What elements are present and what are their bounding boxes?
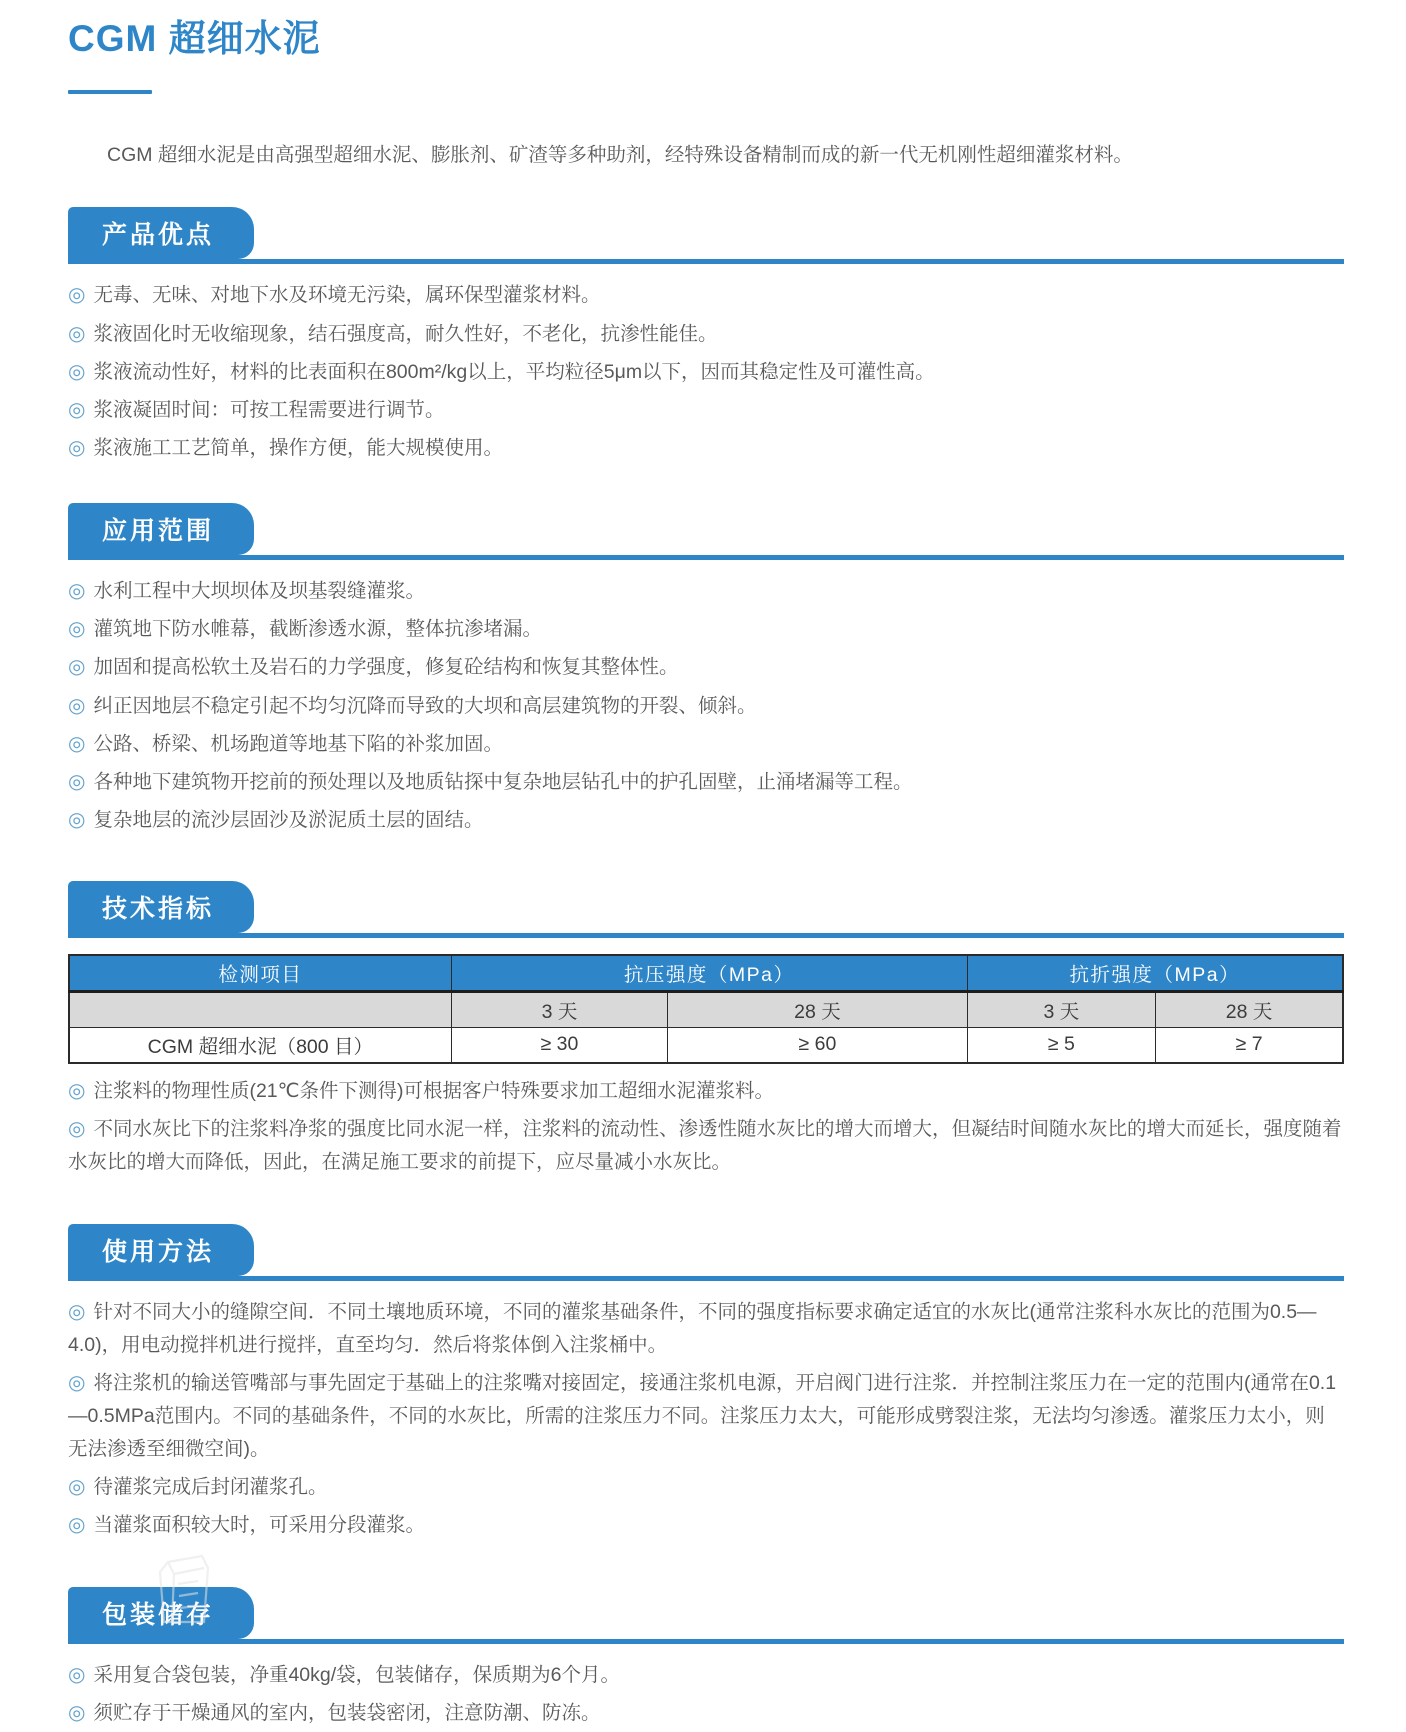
list-item [68,315,1344,353]
circle-bullet-icon: ◎ [68,1663,86,1686]
section-badge-label: 包装储存 [102,1600,215,1629]
cement-bag-watermark-icon [138,1548,234,1626]
section-badge-label: 使用方法 [102,1237,215,1266]
section-technical [68,881,1344,1181]
list-item [68,1293,1344,1364]
table-data-row [69,1027,1343,1063]
section-header-rule [68,1587,1344,1644]
list-item-text: 浆液固化时无收缩现象，结石强度高，耐久性好，不老化，抗渗性能佳。 [93,322,718,345]
table-data-cell: ≥ 30 [451,1027,668,1063]
circle-bullet-icon: ◎ [68,808,86,831]
list-item-text: 灌筑地下防水帷幕，截断渗透水源，整体抗渗堵漏。 [93,618,542,641]
circle-bullet-icon: ◎ [68,770,86,793]
circle-bullet-icon: ◎ [68,360,86,383]
table-data-cell: ≥ 60 [668,1027,967,1063]
list-item [68,429,1344,467]
circle-bullet-icon: ◎ [68,1118,86,1141]
table-row-label: CGM 超细水泥（800 目） [69,1027,451,1063]
table-subheader-cell: 3 天 [967,991,1156,1027]
list-item-text: 水利工程中大坝坝体及坝基裂缝灌浆。 [93,580,425,603]
section-badge-label: 技术指标 [102,895,215,924]
list-item-text: 公路、桥梁、机场跑道等地基下陷的补浆加固。 [93,732,503,755]
technical-notes-list [68,1072,1344,1181]
list-item-text: 加固和提高松软土及岩石的力学强度，修复砼结构和恢复其整体性。 [93,656,679,679]
list-item [68,1506,1344,1544]
section-badge-applications [68,503,254,555]
usage-list [68,1293,1344,1545]
section-header-rule [68,1224,1344,1281]
section-badge-label: 产品优点 [102,221,215,250]
list-item-text: 各种地下建筑物开挖前的预处理以及地质钻探中复杂地层钻孔中的护孔固壁，止涌堵漏等工程。 [93,770,913,793]
advantages-list [68,276,1344,467]
list-item [68,1468,1344,1506]
section-badge-label: 应用范围 [102,517,215,546]
table-subheader-cell: 28 天 [668,991,967,1027]
list-item [68,1694,1344,1732]
table-data-cell: ≥ 5 [967,1027,1156,1063]
list-item [68,801,1344,839]
list-item [68,763,1344,801]
circle-bullet-icon: ◎ [68,1476,86,1499]
section-usage [68,1224,1344,1545]
title-underline-dash [68,90,152,94]
circle-bullet-icon: ◎ [68,1371,86,1394]
list-item [68,610,1344,648]
section-header-rule [68,881,1344,938]
table-data-cell: ≥ 7 [1156,1027,1343,1063]
list-item-text: 不同水灰比下的注浆料净浆的强度比同水泥一样，注浆料的流动性、渗透性随水灰比的增大而增大，但凝结时间随水灰比的增大而延长，强度随着水灰比的增大而降低，因此，在满足施工要求的前提下，应尽量减小水灰比。 [68,1118,1342,1174]
table-subheader-cell: 3 天 [451,991,668,1027]
circle-bullet-icon: ◎ [68,618,86,641]
storage-list [68,1656,1344,1732]
section-badge-advantages [68,207,254,259]
circle-bullet-icon: ◎ [68,322,86,345]
applications-list [68,572,1344,839]
list-item [68,687,1344,725]
list-item-text: 浆液流动性好，材料的比表面积在800m²/kg以上，平均粒径5μm以下，因而其稳定性及可灌性高。 [93,360,935,383]
list-item [68,648,1344,686]
table-header-cell-flexural: 抗折强度（MPa） [967,955,1343,991]
circle-bullet-icon: ◎ [68,732,86,755]
circle-bullet-icon: ◎ [68,284,86,307]
section-advantages [68,207,1344,467]
section-header-rule [68,207,1344,264]
circle-bullet-icon: ◎ [68,1080,86,1103]
section-applications [68,503,1344,839]
table-header-row [69,955,1343,991]
list-item [68,391,1344,429]
circle-bullet-icon: ◎ [68,580,86,603]
circle-bullet-icon: ◎ [68,694,86,717]
page-title: CGM 超细水泥 [68,18,321,59]
list-item-text: 将注浆机的输送管嘴部与事先固定于基础上的注浆嘴对接固定，接通注浆机电源，开启阀门进行注浆．并控制注浆压力在一定的范围内(通常在0.1—0.5MPa范围内。不同的基础条件，不同的水灰比，所需的注浆压力不同。注浆压力太大，可能形成劈裂注浆，无法均匀渗透。灌浆压力太小，则无法渗透至细微空间)。 [68,1371,1337,1461]
list-item [68,1110,1344,1181]
list-item [68,353,1344,391]
circle-bullet-icon: ◎ [68,1701,86,1724]
list-item [68,1656,1344,1694]
technical-spec-table [68,954,1344,1064]
list-item-text: 须贮存于干燥通风的室内，包装袋密闭，注意防潮、防冻。 [93,1701,601,1724]
list-item-text: 采用复合袋包装，净重40kg/袋，包装储存，保质期为6个月。 [93,1663,621,1686]
list-item-text: 复杂地层的流沙层固沙及淤泥质土层的固结。 [93,808,484,831]
intro-paragraph: CGM 超细水泥是由高强型超细水泥、膨胀剂、矿渣等多种助剂，经特殊设备精制而成的新一代无机刚性超细灌浆材料。 [107,144,1133,167]
table-subheader-cell: 28 天 [1156,991,1343,1027]
section-badge-technical [68,881,254,933]
list-item [68,1364,1344,1468]
list-item [68,1072,1344,1110]
list-item [68,276,1344,314]
circle-bullet-icon: ◎ [68,398,86,421]
list-item-text: 注浆料的物理性质(21℃条件下测得)可根据客户特殊要求加工超细水泥灌浆料。 [93,1080,775,1103]
circle-bullet-icon: ◎ [68,1514,86,1537]
circle-bullet-icon: ◎ [68,656,86,679]
list-item-text: 当灌浆面积较大时，可采用分段灌浆。 [93,1514,425,1537]
table-header-cell-compressive: 抗压强度（MPa） [451,955,967,991]
list-item [68,572,1344,610]
table-subheader-row [69,991,1343,1027]
section-storage [68,1587,1344,1732]
circle-bullet-icon: ◎ [68,437,86,459]
list-item-text: 针对不同大小的缝隙空间．不同土壤地质环境，不同的灌浆基础条件，不同的强度指标要求确定适宜的水灰比(通常注浆科水灰比的范围为0.5—4.0)，用电动搅拌机进行搅拌，直至均匀．然后将浆体倒入注浆桶中。 [68,1300,1317,1356]
list-item-text: 浆液施工工艺简单，操作方便，能大规模使用。 [93,437,503,459]
list-item-text: 无毒、无味、对地下水及环境无污染，属环保型灌浆材料。 [93,284,601,307]
table-header-cell-item: 检测项目 [69,955,451,991]
table-subheader-cell-empty [69,991,451,1027]
section-badge-usage [68,1224,254,1276]
section-header-rule [68,503,1344,560]
list-item-text: 浆液凝固时间：可按工程需要进行调节。 [93,398,445,421]
list-item-text: 待灌浆完成后封闭灌浆孔。 [93,1476,328,1499]
circle-bullet-icon: ◎ [68,1300,86,1323]
list-item [68,725,1344,763]
list-item-text: 纠正因地层不稳定引起不均匀沉降而导致的大坝和高层建筑物的开裂、倾斜。 [93,694,757,717]
